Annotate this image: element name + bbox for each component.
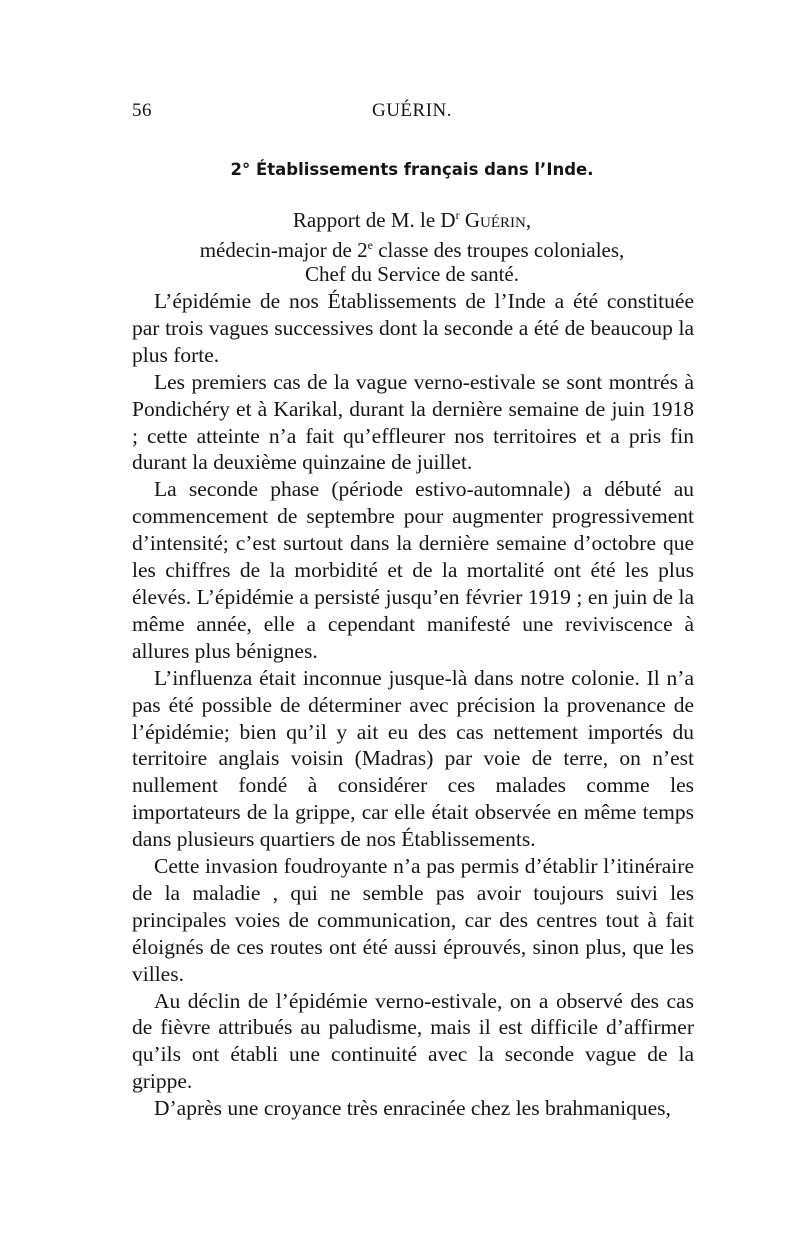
report-line-author: Rapport de M. le $D^r$ Guérin, [292,208,532,232]
page-number: 56 [132,100,152,121]
paragraph: Au déclin de l’épidémie verno-estivale, on a observé des cas de fièvre attribués au paludisme, mais il est difficile d’affirmer qu’ils ont établi une continuité avec la seconde vague de la grippe. [132,988,694,1094]
paragraph: L’épidémie de nos Établissements de l’Inde a été constituée par trois vagues successives dont la seconde a été de beaucoup la plus forte. [132,289,694,367]
paragraph: D’après une croyance très enracinée chez les brahmaniques, [154,1096,671,1121]
paragraph: Cette invasion foudroyante n’a pas permis d’établir l’itinéraire de la maladie , qui ne semble pas avoir toujours suivi les principales voies de communication, car des centres tout à fait éloignés de ces routes ont été aussi éprouvés, sinon plus, que les villes. [132,854,694,986]
body-text [132,288,694,1122]
paragraph: Les premiers cas de la vague verno-estivale se sont montrés à Pondichéry et à Karikal, durant la dernière semaine de juin 1918 ; cette atteinte n’a fait qu’effleurer nos territoires et a pris fin durant la deuxième quinzaine de juillet. [132,369,694,475]
report-attribution [132,203,692,287]
report-line-role: Chef du Service de santé. [304,262,519,286]
report-line-rank: médecin-major de 2e classe des troupes coloniales, [199,237,625,262]
paragraph: L’influenza était inconnue jusque-là dans notre colonie. Il n’a pas été possible de déterminer avec précision la provenance de l’épidémie; bien qu’il y ait eu des cas nettement importés du territoire anglais voisin (Madras) par voie de terre, on n’est nullement fondé à considérer ces malades comme les importateurs de la grippe, car elle était observée en même temps dans plusieurs quartiers de nos Établissements. [132,665,694,852]
paragraph: La seconde phase (période estivo-automnale) a débuté au commencement de septembre pour augmenter progressivement d’intensité; c’est surtout dans la dernière semaine d’octobre que les chiffres de la morbidité et de la mortalité ont été les plus élevés. L’épidémie a persisté jusqu’en février 1919 ; en juin de la même année, elle a cependant manifesté une reviviscence à allures plus bénignes. [132,477,694,663]
running-title: GUÉRIN. [371,100,453,121]
section-title: 2° Établissements français dans l’Inde. [230,160,594,179]
running-head [132,100,692,130]
